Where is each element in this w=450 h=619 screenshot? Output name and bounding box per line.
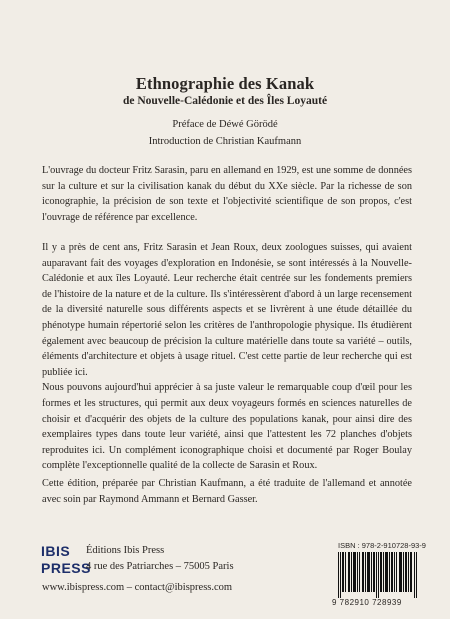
barcode-icon	[338, 552, 418, 598]
publisher-address: 4 rue des Patriarches – 75005 Paris	[86, 561, 234, 572]
publisher-name: Éditions Ibis Press	[86, 545, 165, 556]
publisher-web: www.ibispress.com – contact@ibispress.com	[42, 582, 233, 593]
barcode-number: 9 782910 728939	[332, 598, 402, 607]
introduction-credit: Introduction de Christian Kaufmann	[148, 136, 302, 147]
publisher-logo-ibis: IBIS	[41, 543, 71, 559]
preface-credit: Préface de Déwé Görödé	[172, 119, 278, 130]
book-subtitle: de Nouvelle-Calédonie et des Îles Loyauté	[122, 95, 328, 107]
book-title: Ethnographie des Kanak	[135, 74, 315, 93]
paragraph-3: Cette édition, préparée par Christian Kaufmann, a été traduite de l'allemand et annotée avec soin par Raymond Ammann et Bernard Gasser.	[42, 478, 412, 505]
paragraph-1: L'ouvrage du docteur Fritz Sarasin, paru en allemand en 1929, est une somme de données sur la culture et sur la civilisation kanak du début du XXe siècle. Par la richesse de son iconographie, la précision de son texte et l'objectivité scientifique de son propos, c'est l'ouvrage de référence par excellence.	[42, 165, 412, 223]
publisher-logo-press: PRESS	[41, 560, 91, 576]
paragraph-2: Il y a près de cent ans, Fritz Sarasin et Jean Roux, deux zoologues suisses, qui avaient auparavant fait des voyages d'exploration en Indonésie, se sont intéressés à la Nouvelle-Calédonie et aux îles Loyauté. Leur recherche était centrée sur les fondements premiers de l'histoire de la nature et de la culture. Ils s'intéressèrent d'abord à un large recensement de la diversité naturelle sous différents aspects et se livrèrent à une étude détaillée du phénotype humain répertorié selon les critères de l'anthropologie physique. Ils étudièrent également avec beaucoup de précision la culture matérielle dans toute sa variété – outils, éléments d'architecture et objets à usage rituel. C'est cette partie de leur recherche qui est publiée ici. Nous pouvons aujourd'hui apprécier à sa juste valeur le remarquable coup d'œil pour les formes et les structures, qui permit aux deux voyageurs formés en sciences naturelles de choisir et d'acquérir des objets de la culture des populations kanak, pour ainsi dire des exemplaires types dans toute leur variété, ainsi que l'attestent les 72 planches d'objets reproduites ici. Un complément iconographique choisi et documenté par Roger Boulay complète l'exceptionnelle qualité de la collecte de Sarasin et Roux.	[42, 242, 412, 472]
isbn-label: ISBN : 978-2-910728-93-9	[338, 541, 426, 550]
